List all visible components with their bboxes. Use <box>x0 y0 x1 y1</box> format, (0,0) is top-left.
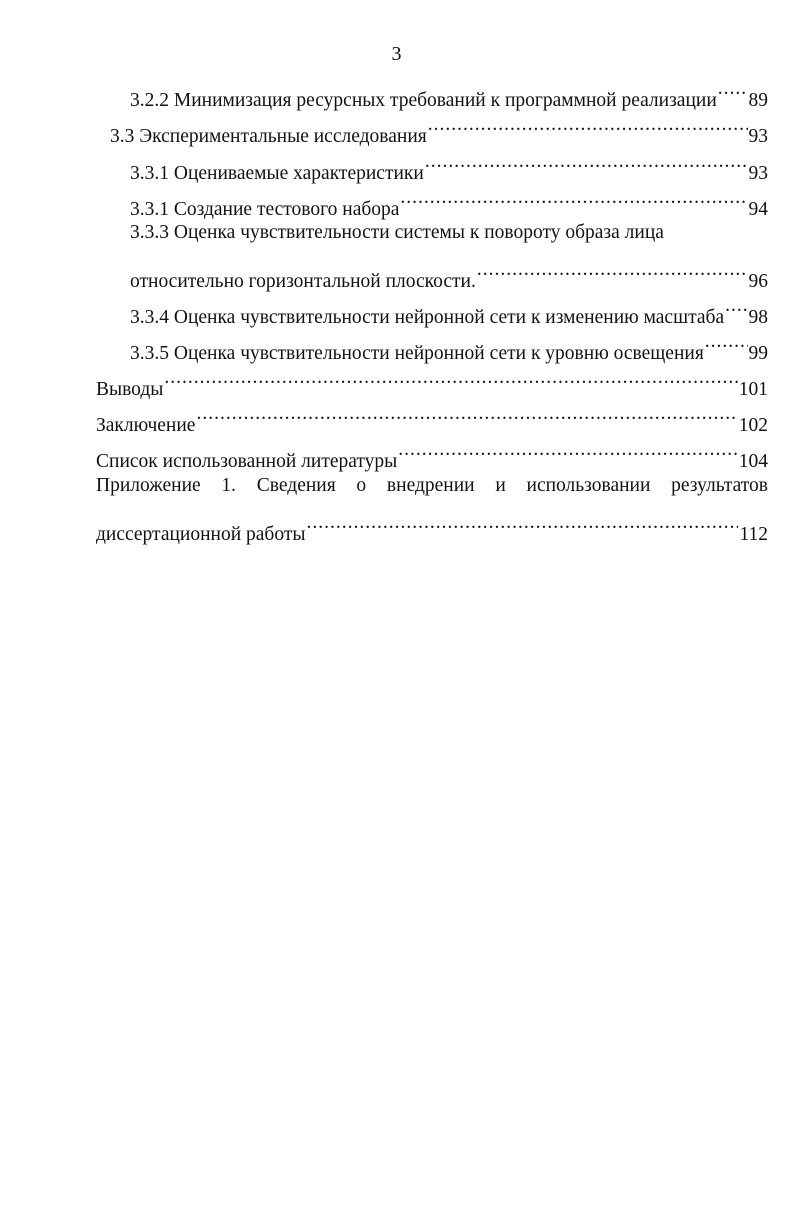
dot-leader <box>705 323 748 359</box>
toc-entry-title: 3.3.5 Оценка чувствительности нейронной сети к уровню освещения <box>130 343 704 364</box>
dot-leader <box>725 287 747 323</box>
toc-entry-title: 3.2.2 Минимизация ресурсных требований к программной реализации <box>130 90 717 111</box>
toc-entry-page: 104 <box>738 451 768 472</box>
toc-entry-title: 3.3.1 Оцениваемые характеристики <box>130 163 424 184</box>
toc-entry-title: Приложение 1. Сведения о внедрении и использовании результатов <box>96 475 768 496</box>
toc-entry-title-continued: диссертационной работы <box>96 524 306 545</box>
dot-leader <box>718 70 748 106</box>
toc-entry-title: 3.3.4 Оценка чувствительности нейронной сети к изменению масштаба <box>130 307 725 328</box>
toc-entry-page: 94 <box>748 199 768 220</box>
toc-entry-page: 96 <box>748 271 768 292</box>
toc-entry-page: 101 <box>738 379 768 400</box>
toc-entry-page: 89 <box>748 90 768 111</box>
toc-entry-line1[interactable] <box>96 468 768 504</box>
toc-entry-title: 3.3.3 Оценка чувствительности системы к повороту образа лица <box>130 222 664 243</box>
toc-entry-line1[interactable] <box>130 215 768 251</box>
dot-leader <box>164 359 737 395</box>
toc-entry-title: 3.3.1 Создание тестового набора <box>130 199 400 220</box>
toc-entry-title: 3.3 Экспериментальные исследования <box>110 126 427 147</box>
toc-entry-page: 98 <box>748 307 768 328</box>
dot-leader <box>400 179 747 215</box>
toc-entry-page: 93 <box>748 163 768 184</box>
toc-entry-title: Заключение <box>96 415 196 436</box>
dot-leader <box>398 431 737 467</box>
dot-leader <box>477 251 748 287</box>
toc-entry[interactable] <box>96 504 768 553</box>
dot-leader <box>428 106 748 142</box>
toc-entry-title-continued: относительно горизонтальной плоскости. <box>130 271 476 292</box>
toc-entry-page: 102 <box>738 415 768 436</box>
dot-leader <box>196 395 737 431</box>
toc-entry-page: 93 <box>748 126 768 147</box>
dot-leader <box>425 143 748 179</box>
dot-leader <box>306 504 738 540</box>
toc-entry-page: 112 <box>739 524 768 545</box>
toc-entry-title: Выводы <box>96 379 164 400</box>
toc-entry-title: Список использованной литературы <box>96 451 398 472</box>
page-number: 3 <box>391 43 402 65</box>
toc-entry-page: 99 <box>748 343 768 364</box>
